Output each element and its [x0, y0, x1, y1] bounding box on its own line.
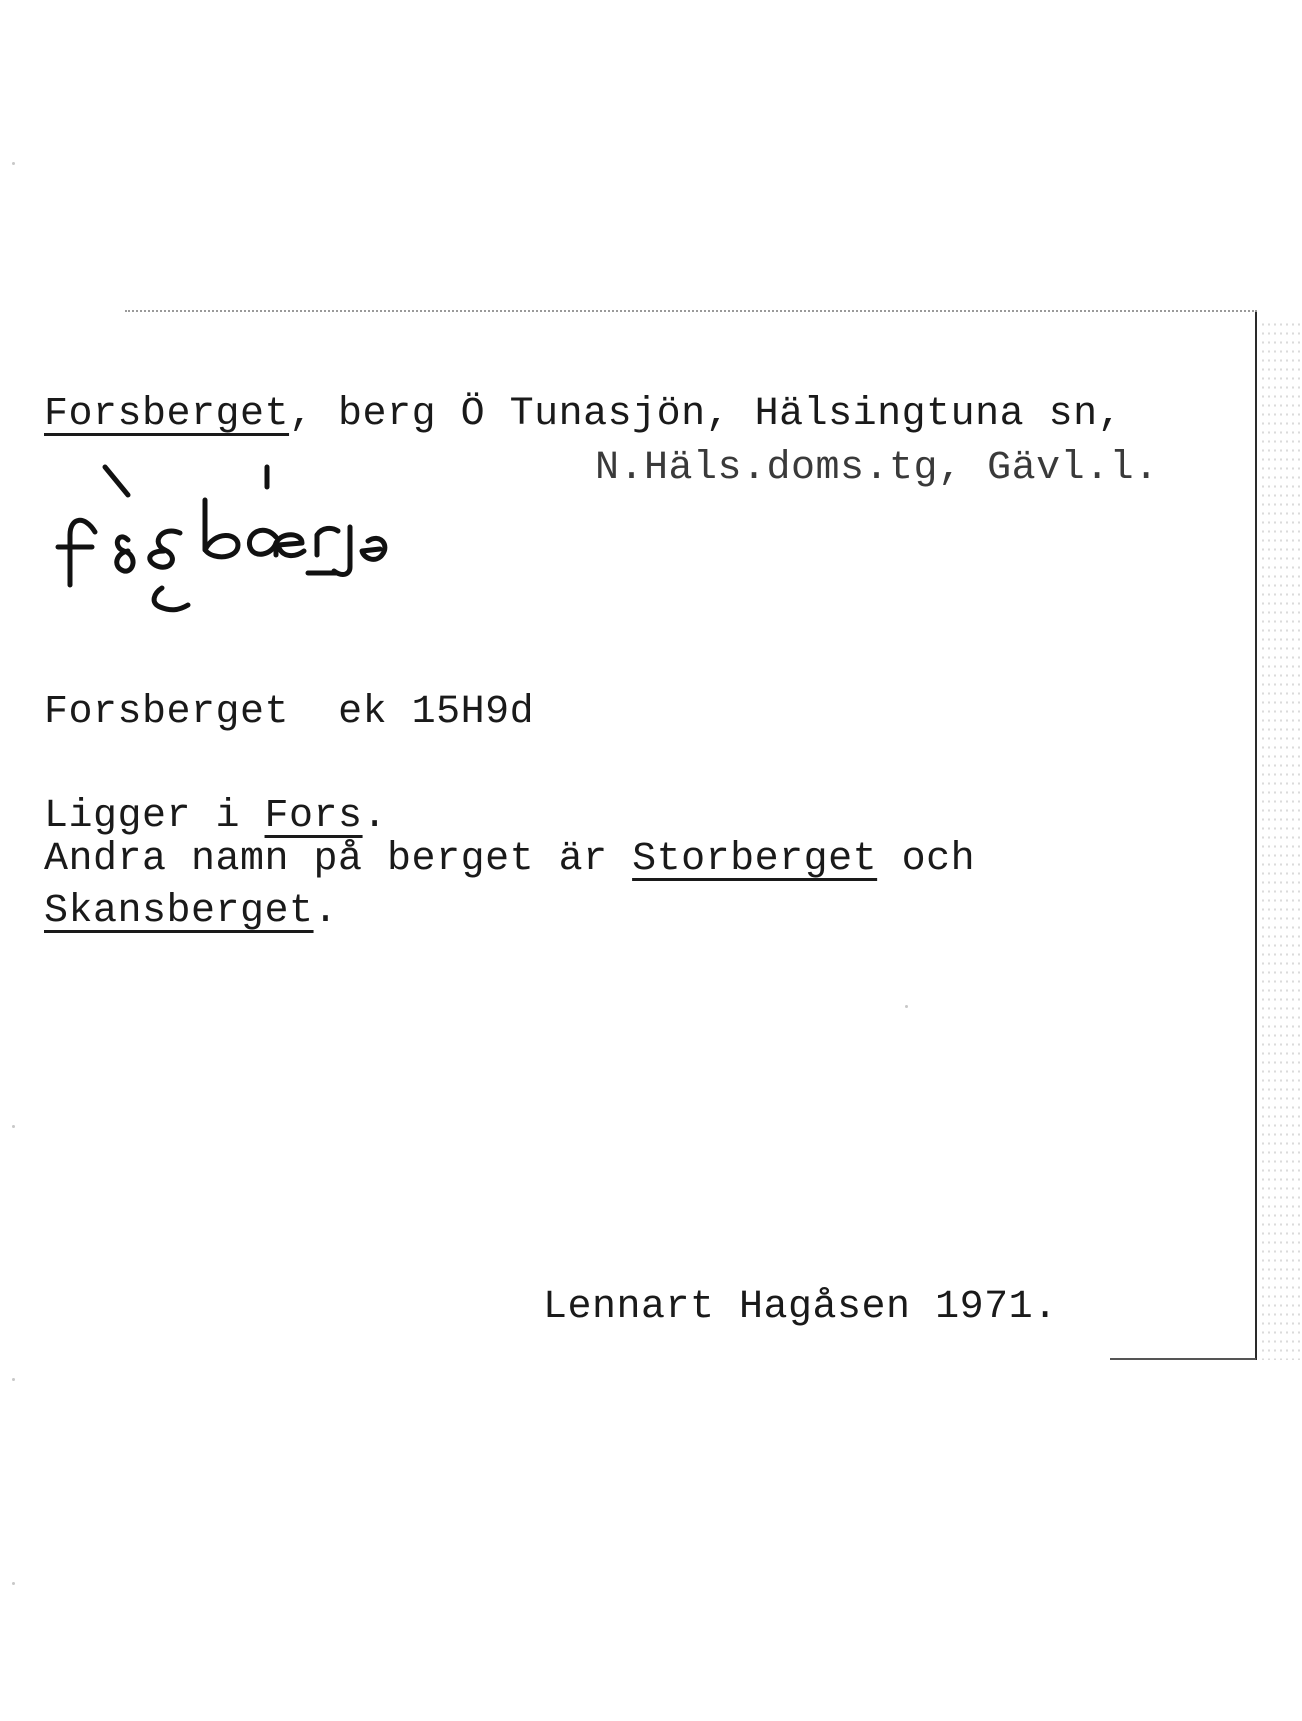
- header-line-1: [44, 392, 1123, 437]
- card-bottom-edge: [1110, 1358, 1256, 1360]
- note-line-2: [44, 837, 976, 882]
- scan-speck: [12, 1582, 15, 1585]
- ref-skansberget: Skansberget: [44, 889, 314, 934]
- card-right-edge: [1255, 312, 1257, 1360]
- card-shadow-texture: [1260, 320, 1300, 1360]
- source-line: [44, 690, 535, 735]
- note-line-3: [44, 889, 339, 934]
- note-line-1-prefix: Ligger i: [44, 794, 265, 839]
- place-name: Forsberget: [44, 392, 290, 437]
- ref-fors: Fors: [264, 794, 363, 839]
- header-line-2: N.Häls.doms.tg, Gävl.l.: [595, 446, 1159, 491]
- map-reference: ek 15H9d: [338, 690, 535, 735]
- phonetic-transcription: [50, 455, 390, 620]
- signature: Lennart Hagåsen 1971.: [543, 1285, 1058, 1330]
- scan-speck: [12, 1378, 15, 1381]
- note-line-1: [44, 794, 388, 839]
- scan-speck: [905, 1005, 908, 1008]
- scan-speck: [12, 162, 15, 165]
- note-line-1-suffix: .: [362, 794, 388, 839]
- scan-speck: [12, 1125, 15, 1128]
- note-line-2-suffix: och: [877, 837, 976, 882]
- ref-storberget: Storberget: [632, 837, 878, 882]
- card-top-edge: [125, 310, 1257, 312]
- place-description: , berg Ö Tunasjön, Hälsingtuna sn,: [289, 392, 1123, 437]
- note-line-3-suffix: .: [313, 889, 339, 934]
- note-line-2-prefix: Andra namn på berget är: [44, 837, 633, 882]
- source-name: Forsberget: [44, 690, 290, 735]
